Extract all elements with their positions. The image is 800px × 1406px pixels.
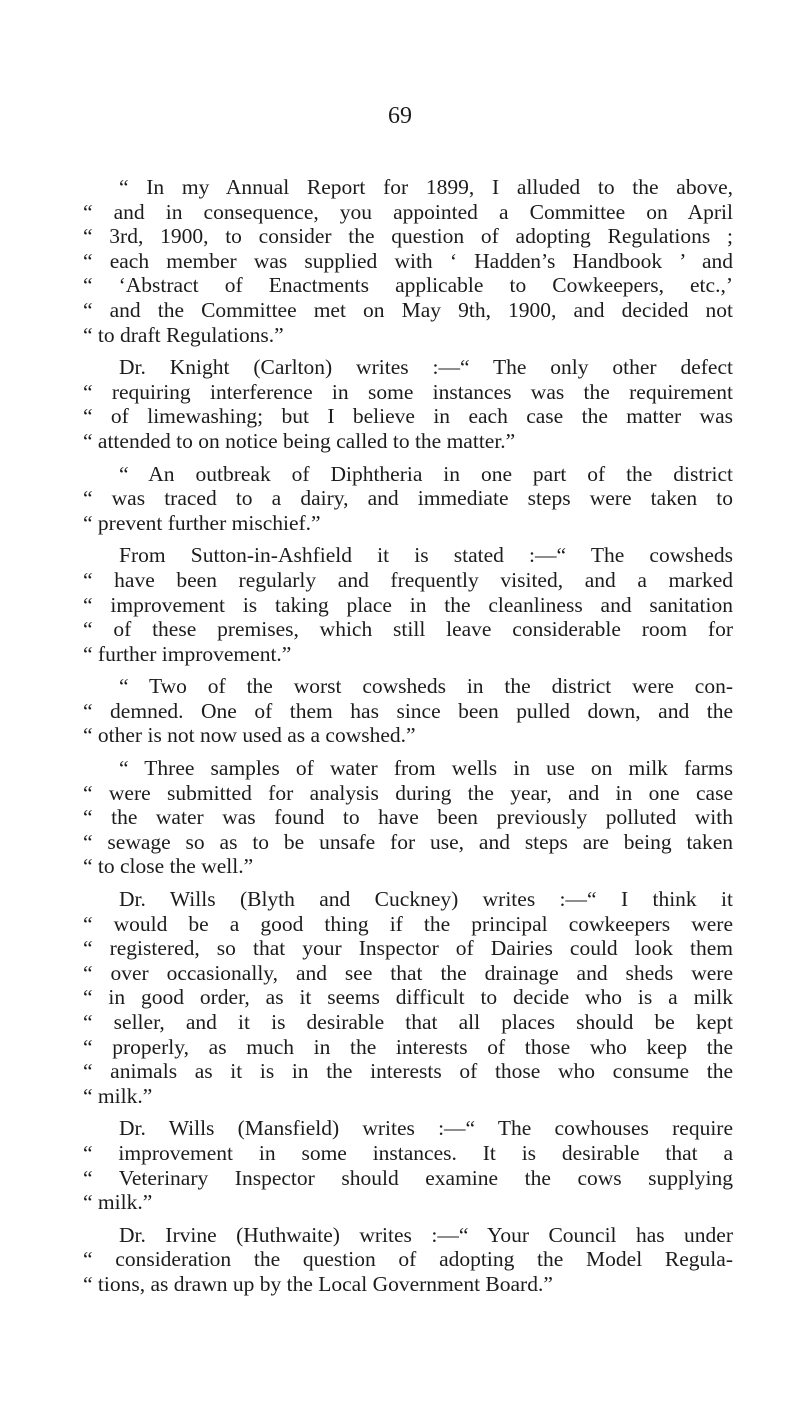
text-line: Dr. Wills (Blyth and Cuckney) writes :—“ I think it — [119, 887, 733, 912]
text-line: “ Three samples of water from wells in use on milk farms — [119, 756, 733, 781]
text-line: “ milk.” — [83, 1083, 153, 1108]
text-line: “ was traced to a dairy, and immediate steps were taken to — [83, 486, 733, 511]
paragraph — [83, 1223, 733, 1297]
text-line: “ the water was found to have been previously polluted with — [83, 805, 733, 830]
paragraph — [83, 462, 733, 536]
text-line: “ Two of the worst cowsheds in the district were con- — [119, 674, 733, 699]
text-line: “ properly, as much in the interests of those who keep the — [83, 1034, 733, 1059]
text-line: “ of these premises, which still leave considerable room for — [83, 617, 733, 642]
text-line: “ were submitted for analysis during the year, and in one case — [83, 780, 733, 805]
paragraph — [83, 756, 733, 879]
text-line: “ 3rd, 1900, to consider the question of adopting Regulations ; — [83, 224, 733, 249]
text-line: “ sewage so as to be unsafe for use, and steps are being taken — [83, 829, 733, 854]
text-line: “ registered, so that your Inspector of Dairies could look them — [83, 936, 733, 961]
text-line: “ of limewashing; but I believe in each case the matter was — [83, 404, 733, 429]
text-line: “ improvement in some instances. It is desirable that a — [83, 1140, 733, 1165]
text-line: “ An outbreak of Diphtheria in one part of the district — [119, 461, 733, 486]
text-line: “ to close the well.” — [83, 854, 254, 879]
text-line: “ ‘Abstract of Enactments applicable to Cowkeepers, etc.,’ — [83, 273, 733, 298]
text-line: “ prevent further mischief.” — [83, 510, 321, 535]
text-line: “ tions, as drawn up by the Local Government Board.” — [83, 1271, 553, 1296]
text-line: Dr. Irvine (Huthwaite) writes :—“ Your Council has under — [119, 1222, 733, 1247]
text-line: “ requiring interference in some instances was the requirement — [83, 379, 733, 404]
text-line: “ consideration the question of adopting the Model Regula- — [83, 1247, 733, 1272]
text-line: “ In my Annual Report for 1899, I alluded to the above, — [119, 175, 733, 199]
text-line: “ would be a good thing if the principal cowkeepers were — [83, 911, 733, 936]
text-line: “ seller, and it is desirable that all places should be kept — [83, 1010, 733, 1034]
text-line: “ demned. One of them has since been pulled down, and the — [83, 698, 733, 723]
body-text — [83, 175, 733, 1305]
text-line: Dr. Knight (Carlton) writes :—“ The only other defect — [119, 355, 733, 380]
text-line: “ improvement is taking place in the cleanliness and sanitation — [83, 592, 733, 617]
text-line: “ and in consequence, you appointed a Committee on April — [83, 199, 733, 224]
text-line: “ and the Committee met on May 9th, 1900, and decided not — [83, 297, 733, 322]
text-line: Dr. Wills (Mansfield) writes :—“ The cowhouses require — [119, 1116, 733, 1141]
paragraph — [83, 887, 733, 1108]
text-line: “ over occasionally, and see that the drainage and sheds were — [83, 960, 733, 985]
text-line: “ attended to on notice being called to the matter.” — [83, 428, 516, 453]
paragraph — [83, 543, 733, 666]
text-line: “ further improvement.” — [83, 641, 292, 666]
text-line: “ animals as it is in the interests of those who consume the — [83, 1059, 733, 1084]
text-line: “ Veterinary Inspector should examine the cows supplying — [83, 1165, 733, 1190]
text-line: “ other is not now used as a cowshed.” — [83, 723, 416, 748]
paragraph — [83, 1116, 733, 1214]
page-number: 69 — [388, 103, 412, 129]
text-line: “ each member was supplied with ‘ Hadden’s Handbook ’ and — [83, 248, 733, 273]
paragraph — [83, 674, 733, 748]
text-line: “ have been regularly and frequently visited, and a marked — [83, 567, 733, 592]
text-line: “ milk.” — [83, 1190, 153, 1215]
text-line: From Sutton-in-Ashfield it is stated :—“ The cowsheds — [119, 543, 733, 568]
paragraph — [83, 355, 733, 453]
text-line: “ in good order, as it seems difficult to decide who is a milk — [83, 985, 733, 1010]
text-line: “ to draft Regulations.” — [83, 322, 284, 347]
paragraph — [83, 175, 733, 347]
